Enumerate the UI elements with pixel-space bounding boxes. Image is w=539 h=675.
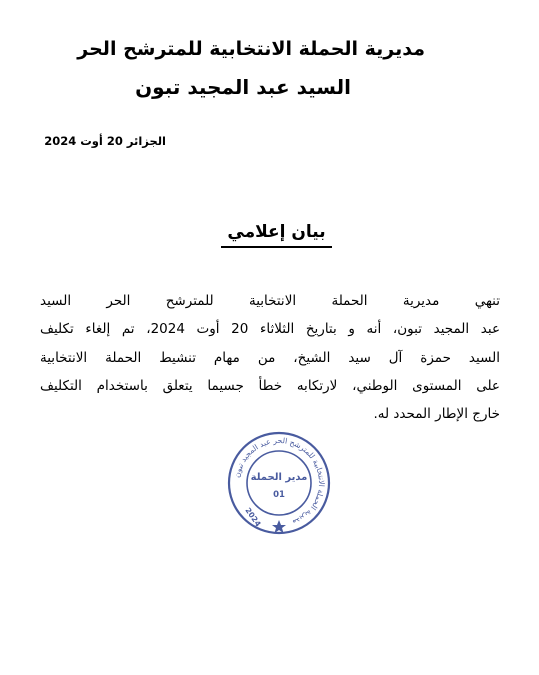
body-line: على المستوى الوطني، لارتكابه خطأ جسيما يتعلق باستخدام التكليف	[40, 377, 500, 394]
stamp-ring-text: مديرية الحملة الانتخابية للمترشح الحر عبد المجيد تبون	[232, 435, 327, 528]
stamp-center-number: 01	[273, 490, 285, 500]
document-subject: بيان إعلامي	[221, 222, 331, 248]
stamp-outer-ring	[229, 433, 329, 533]
body-line: عبد المجيد تبون، أنه و بتاريخ الثلاثاء 20 أوت 2024، تم إلغاء تكليف	[40, 321, 501, 338]
header-organization-title: مديرية الحملة الانتخابية للمترشح الحر	[77, 38, 425, 60]
body-line: خارج الإطار المحدد له.	[373, 406, 500, 423]
body-line: السيد حمزة آل سيد الشيخ، من مهام تنشيط الحملة الانتخابية	[40, 349, 500, 366]
body-line: تنهي مديرية الحملة الانتخابية للمترشح الحر السيد	[40, 293, 500, 309]
stamp-inner-ring	[247, 451, 311, 515]
document-date: الجزائر 20 أوت 2024	[44, 134, 166, 148]
stamp-year: 2024	[243, 505, 263, 529]
stamp-center-title: مدير الحملة	[250, 472, 308, 483]
header-candidate-name: السيد عبد المجيد تبون	[135, 75, 351, 99]
official-stamp	[226, 430, 332, 536]
subject-container	[0, 222, 539, 248]
star-icon	[272, 520, 286, 533]
announcement-body	[40, 287, 500, 428]
